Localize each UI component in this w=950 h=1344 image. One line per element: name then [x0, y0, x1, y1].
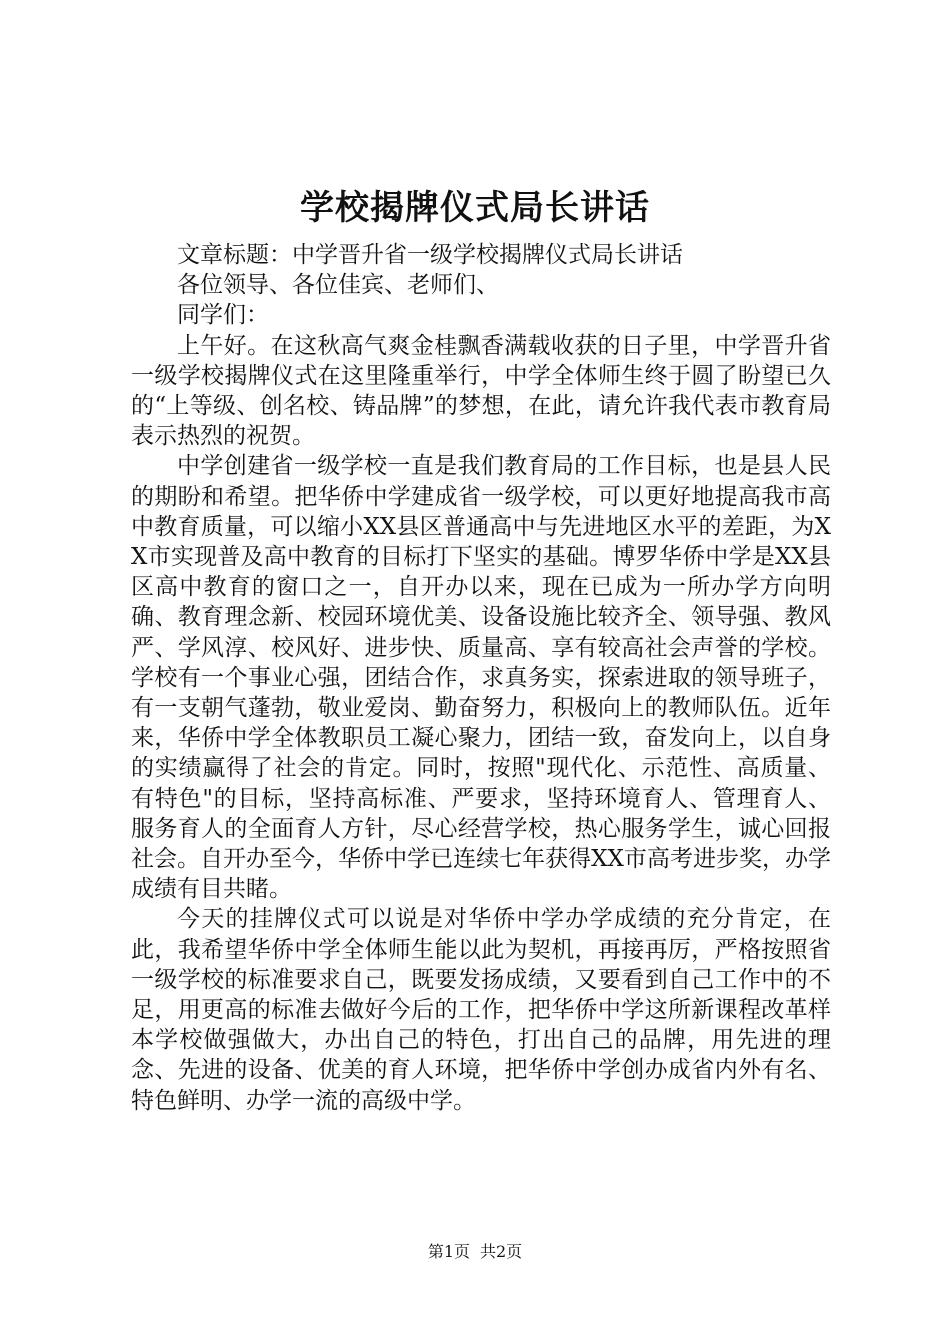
salutation-line: 同学们： [177, 302, 269, 329]
page-total: 共2页 [480, 1242, 523, 1261]
body-paragraph: 今天的挂牌仪式可以说是对华侨中学办学成绩的充分肯定，在此，我希望华侨中学全体师生能以此为契机，再接再厉，严格按照省一级学校的标准要求自己，既要发扬成绩，又要看到自己工作中的不足，用更高的标准去做好今后的工作，把华侨中学这所新课程改革样本学校做强做大，办出自己的特色，打出自己的品牌，用先进的理念、先进的设备、优美的育人环境，把华侨中学创办成省内外有名、特色鲜明、办学一流的高级中学。 [131, 906, 831, 1114]
body-paragraph: 上午好。在这秋高气爽金桂飘香满载收获的日子里，中学晋升省一级学校揭牌仪式在这里隆重举行，中学全体师生终于圆了盼望已久的“上等级、创名校、铸品牌”的梦想，在此，请允许我代表市教育局表示热烈的祝贺。 [131, 332, 831, 450]
body-paragraph: 中学创建省一级学校一直是我们教育局的工作目标，也是县人民的期盼和希望。把华侨中学建成省一级学校，可以更好地提高我市高中教育质量，可以缩小XX县区普通高中与先进地区水平的差距，为XX市实现普及高中教育的目标打下坚实的基础。博罗华侨中学是XX县区高中教育的窗口之一，自开办以来，现在已成为一所办学方向明确、教育理念新、校园环境优美、设备设施比较齐全、领导强、教风严、学风淳、校风好、进步快、质量高、享有较高社会声誉的学校。学校有一个事业心强，团结合作，求真务实，探索进取的领导班子，有一支朝气蓬勃，敬业爱岗、勤奋努力，积极向上的教师队伍。近年来，华侨中学全体教职员工凝心聚力，团结一致，奋发向上，以自身的实绩赢得了社会的肯定。同时，按照"现代化、示范性、高质量、有特色"的目标，坚持高标准、严要求，坚持环境育人、管理育人、服务育人的全面育人方针，尽心经营学校，热心服务学生，诚心回报社会。自开办至今，华侨中学已连续七年获得XX市高考进步奖，办学成绩有目共睹。 [131, 453, 831, 903]
document-body [131, 240, 831, 1116]
article-heading-line: 文章标题：中学晋升省一级学校揭牌仪式局长讲话 [177, 242, 683, 268]
document-title: 学校揭牌仪式局长讲话 [300, 188, 650, 228]
salutation-line: 各位领导、各位佳宾、老师们、 [177, 272, 499, 299]
page-footer [0, 1240, 950, 1264]
page-number: 第1页 [427, 1242, 470, 1261]
